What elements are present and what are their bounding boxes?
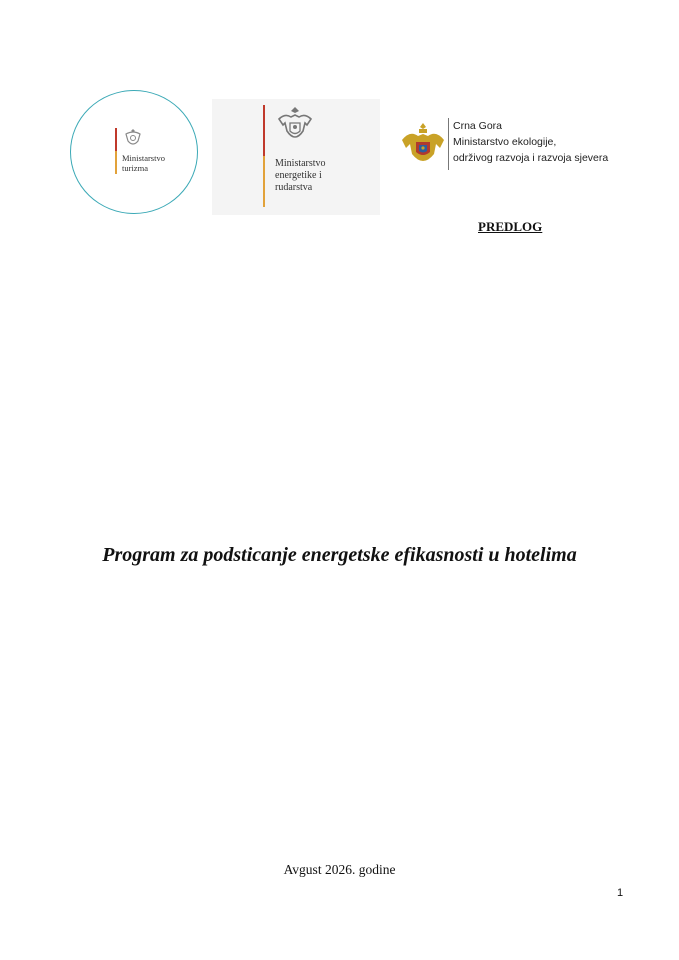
logo-accent-bar xyxy=(115,128,117,174)
logo-text-line: održivog razvoja i razvoja sjevera xyxy=(453,152,609,164)
ministry-tourism-text xyxy=(122,153,165,173)
coat-of-arms-icon xyxy=(275,105,315,149)
logo-text-line: energetike i xyxy=(275,170,322,181)
logo-text-line: Crna Gora xyxy=(453,120,503,132)
status-label: PREDLOG xyxy=(478,219,543,234)
ministry-energy-logo xyxy=(212,99,380,215)
coat-of-arms-icon xyxy=(398,120,448,170)
logo-text-line: Ministarstvo ekologije, xyxy=(453,136,557,148)
page-number: 1 xyxy=(617,887,624,899)
logo-accent-bar xyxy=(263,105,265,207)
logo-text-line: Ministarstvo xyxy=(275,158,326,169)
ministry-ecology-text xyxy=(453,118,608,166)
ministry-tourism-logo xyxy=(70,90,198,214)
ministry-ecology-logo xyxy=(398,118,648,170)
document-date: Avgust 2026. godine xyxy=(283,862,396,877)
ministry-energy-text xyxy=(275,158,326,194)
logo-divider xyxy=(448,118,449,170)
logo-text-line: turizma xyxy=(122,163,148,173)
logo-text-line: Ministarstvo xyxy=(122,153,165,163)
document-title: Program za podsticanje energetske efikasnosti u hotelima xyxy=(102,544,577,566)
logo-text-line: rudarstva xyxy=(275,182,313,193)
coat-of-arms-icon xyxy=(123,127,143,149)
